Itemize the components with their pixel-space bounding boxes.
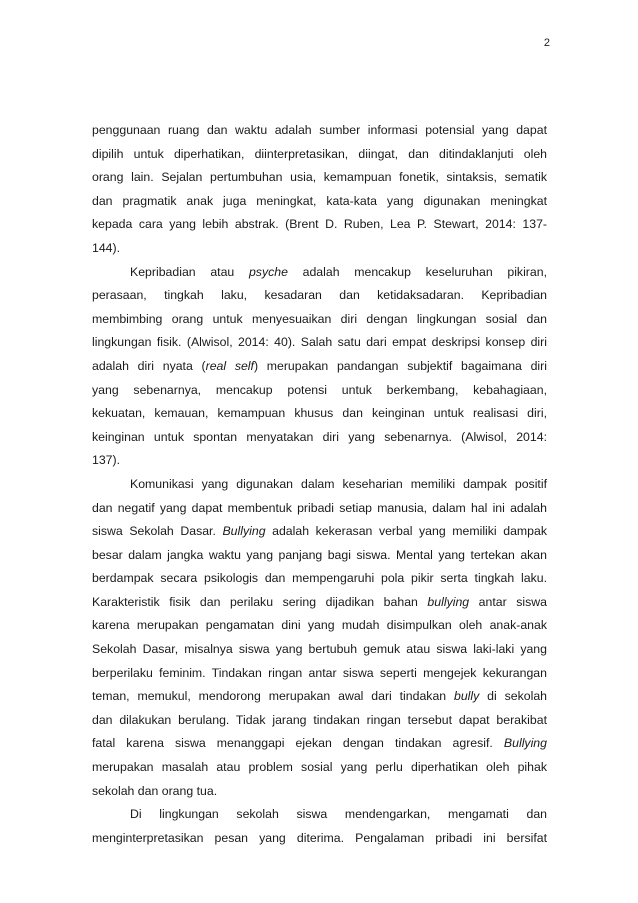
italic-term: bullying xyxy=(427,594,470,609)
text-line xyxy=(92,473,547,497)
text-segment: perasaan, tingkah laku, kesadaran dan ketidaksadaran. Kepribadian xyxy=(92,288,547,303)
text-segment: berperilaku feminim. Tindakan ringan antar siswa seperti mengejek kekurangan xyxy=(92,665,547,680)
text-segment: siswa Sekolah Dasar. xyxy=(92,524,223,539)
text-segment: besar dalam jangka waktu yang panjang bagi siswa. Mental yang tertekan akan xyxy=(92,547,547,562)
text-line xyxy=(92,732,547,756)
italic-term: real self xyxy=(205,358,254,373)
text-segment: lingkungan fisik. (Alwisol, 2014: 40). Salah satu dari empat deskripsi konsep diri xyxy=(92,335,547,350)
text-line xyxy=(92,166,547,190)
text-line xyxy=(92,709,547,733)
text-line xyxy=(92,143,547,167)
text-line xyxy=(92,662,547,686)
text-segment: adalah mencakup keseluruhan pikiran, xyxy=(287,264,547,279)
text-line xyxy=(92,827,547,851)
text-line xyxy=(92,402,547,426)
text-line xyxy=(92,756,547,780)
text-segment: yang sebenarnya, mencakup potensi untuk berkembang, kebahagiaan, xyxy=(92,382,547,397)
text-segment: menginterpretasikan pesan yang diterima. Pengalaman pribadi ini bersifat xyxy=(92,830,547,845)
text-segment: fatal karena siswa menanggapi ejekan dengan tindakan agresif. xyxy=(92,736,504,751)
text-segment: adalah kekerasan verbal yang memiliki dampak xyxy=(265,524,547,539)
text-line xyxy=(92,685,547,709)
text-segment: 144). xyxy=(92,240,121,255)
text-segment: dan dilakukan berulang. Tidak jarang tindakan ringan tersebut dapat berakibat xyxy=(92,712,547,727)
text-segment: Komunikasi yang digunakan dalam keseharian memiliki dampak positif xyxy=(130,476,547,491)
text-line xyxy=(92,331,547,355)
text-line xyxy=(92,426,547,450)
text-line xyxy=(92,449,547,473)
text-line xyxy=(92,261,547,285)
text-segment: dipilih untuk diperhatikan, diinterpretasikan, diingat, dan ditindaklanjuti oleh xyxy=(92,146,547,161)
text-segment: di sekolah xyxy=(479,689,547,704)
text-segment: kekuatan, kemauan, kemampuan khusus dan keinginan untuk realisasi diri, xyxy=(92,406,547,421)
italic-term: psyche xyxy=(248,264,288,279)
text-line xyxy=(92,213,547,237)
text-segment: Di lingkungan sekolah siswa mendengarkan, mengamati dan xyxy=(130,807,547,822)
text-segment: karena merupakan pengamatan dini yang mudah disimpulkan oleh anak-anak xyxy=(92,618,547,633)
body-text xyxy=(92,119,547,850)
text-line xyxy=(92,237,547,261)
text-line xyxy=(92,284,547,308)
text-segment: keinginan untuk spontan menyatakan diri yang sebenarnya. (Alwisol, 2014: xyxy=(92,429,547,444)
text-segment: Sekolah Dasar, misalnya siswa yang bertubuh gemuk atau siswa laki-laki yang xyxy=(92,642,547,657)
text-line xyxy=(92,497,547,521)
text-line xyxy=(92,520,547,544)
text-segment: kepada cara yang lebih abstrak. (Brent D. Ruben, Lea P. Stewart, 2014: 137- xyxy=(92,217,547,232)
text-line xyxy=(92,355,547,379)
text-line xyxy=(92,379,547,403)
text-line xyxy=(92,803,547,827)
text-line xyxy=(92,119,547,143)
text-line xyxy=(92,308,547,332)
text-line xyxy=(92,190,547,214)
italic-term: Bullying xyxy=(222,524,266,539)
text-segment: orang lain. Sejalan pertumbuhan usia, kemampuan fonetik, sintaksis, sematik xyxy=(92,170,547,185)
page-number: 2 xyxy=(543,37,550,49)
italic-term: bully xyxy=(454,689,480,704)
text-segment: sekolah dan orang tua. xyxy=(92,783,218,798)
text-segment: dan pragmatik anak juga meningkat, kata-kata yang digunakan meningkat xyxy=(92,193,547,208)
text-segment: dan negatif yang dapat membentuk pribadi setiap manusia, dalam hal ini adalah xyxy=(92,500,547,515)
text-line xyxy=(92,567,547,591)
text-line xyxy=(92,780,547,804)
text-line xyxy=(92,638,547,662)
text-line xyxy=(92,544,547,568)
text-segment: antar siswa xyxy=(469,594,547,609)
text-segment: adalah diri nyata ( xyxy=(92,358,206,373)
text-segment: berdampak secara psikologis dan mempengaruhi pola pikir serta tingkah laku. xyxy=(92,571,547,586)
text-segment: Kepribadian atau xyxy=(130,264,249,279)
text-segment: merupakan masalah atau problem sosial yang perlu diperhatikan oleh pihak xyxy=(92,760,547,775)
text-line xyxy=(92,614,547,638)
italic-term: Bullying xyxy=(503,736,547,751)
text-segment: 137). xyxy=(92,453,121,468)
text-segment: ) merupakan pandangan subjektif bagaimana diri xyxy=(253,358,547,373)
text-line xyxy=(92,591,547,615)
text-segment: Karakteristik fisik dan perilaku sering dijadikan bahan xyxy=(92,594,428,609)
text-segment: membimbing orang untuk menyesuaikan diri dengan lingkungan sosial dan xyxy=(92,311,547,326)
text-segment: penggunaan ruang dan waktu adalah sumber informasi potensial yang dapat xyxy=(92,123,547,137)
text-segment: teman, memukul, mendorong merupakan awal dari tindakan xyxy=(92,689,454,704)
